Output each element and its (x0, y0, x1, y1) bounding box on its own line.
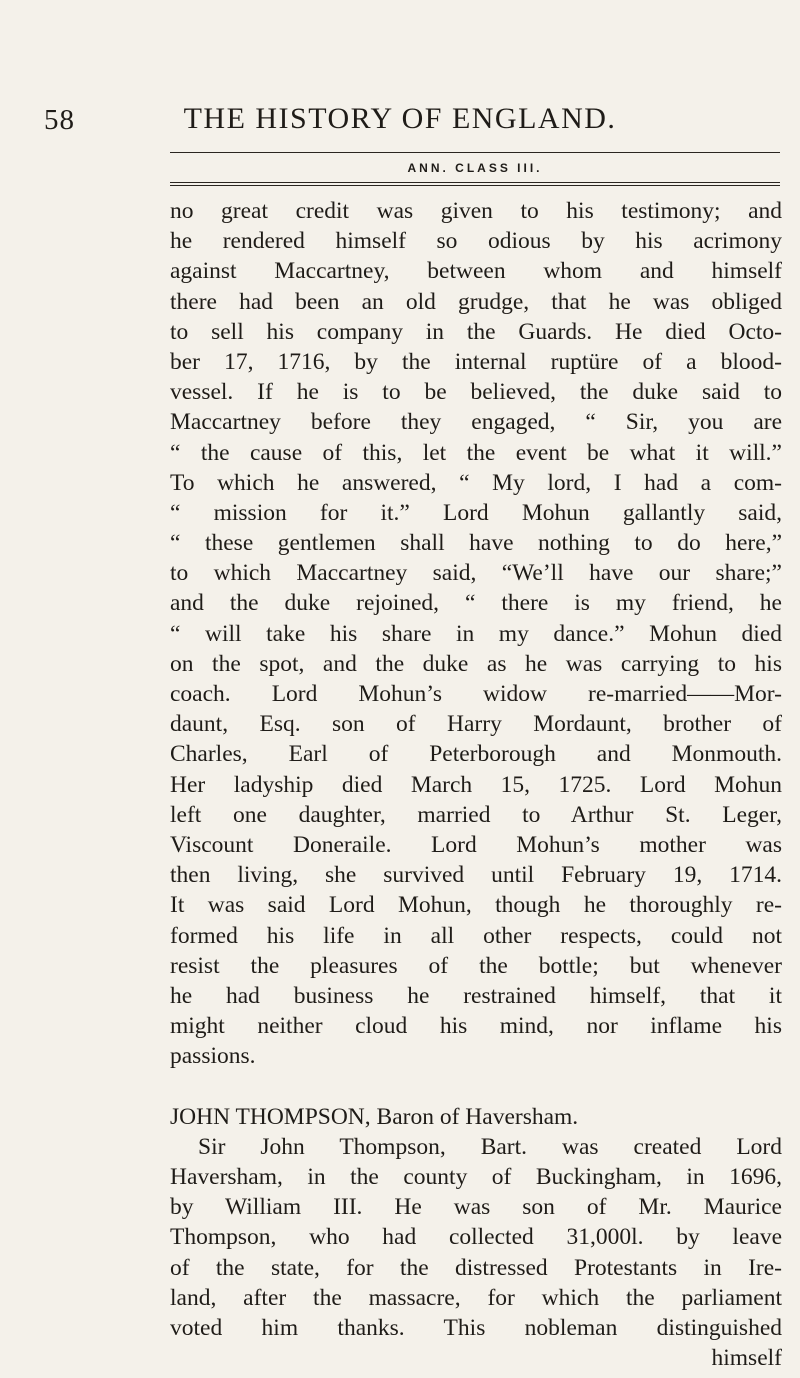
text-line: might neither cloud his mind, nor inflame his (170, 1013, 782, 1040)
text-line: to sell his company in the Guards. He died Octo- (170, 318, 782, 345)
text-line: he rendered himself so odious by his acrimony (170, 228, 782, 255)
header-rule-bottom-double (170, 185, 780, 186)
text-line: land, after the massacre, for which the parliament (170, 1284, 782, 1311)
text-line: by William III. He was son of Mr. Maurice (170, 1194, 782, 1221)
text-line: “ will take his share in my dance.” Mohun died (170, 620, 782, 647)
running-title: THE HISTORY OF ENGLAND. (183, 102, 617, 135)
text-line: passions. (170, 1043, 256, 1070)
text-line: voted him thanks. This nobleman distinguished (170, 1314, 782, 1341)
paragraph-thompson (170, 1132, 782, 1374)
text-line: and the duke rejoined, “ there is my friend, he (170, 590, 782, 617)
catchword: himself (711, 1345, 782, 1372)
text-line: to which Maccartney said, “We’ll have our share;” (170, 560, 782, 587)
page-number: 58 (44, 104, 75, 136)
header-rule-bottom (170, 182, 780, 183)
text-line: Sir John Thompson, Bart. was created Lord (198, 1133, 782, 1160)
section-label: ANN. CLASS III. (407, 161, 543, 175)
text-line: “ the cause of this, let the event be what it will.” (170, 439, 782, 466)
text-line: Viscount Doneraile. Lord Mohun’s mother was (170, 831, 782, 858)
text-line: Thompson, who had collected 31,000l. by leave (170, 1224, 782, 1251)
text-line: Haversham, in the county of Buckingham, in 1696, (170, 1164, 782, 1190)
text-line: It was said Lord Mohun, though he thoroughly re- (170, 892, 782, 919)
header-rule-top (170, 152, 780, 153)
text-line: Maccartney before they engaged, “ Sir, you are (170, 409, 782, 436)
text-line: he had business he restrained himself, that it (170, 982, 782, 1009)
text-line: coach. Lord Mohun’s widow re-married——Mor- (170, 681, 782, 707)
text-line: “ these gentlemen shall have nothing to do here,” (170, 530, 782, 557)
paragraph-mohun (170, 196, 782, 1071)
text-line: resist the pleasures of the bottle; but whenever (170, 952, 782, 979)
text-line: ber 17, 1716, by the internal ruptüre of a blood- (170, 348, 782, 375)
entry-heading: JOHN THOMPSON, Baron of Haversham. (170, 1103, 579, 1130)
text-line: then living, she survived until February 19, 1714. (170, 862, 782, 889)
text-line: there had been an old grudge, that he was obliged (170, 288, 782, 315)
text-line: left one daughter, married to Arthur St. Leger, (170, 801, 782, 828)
text-line: on the spot, and the duke as he was carrying to his (170, 650, 782, 677)
text-line: formed his life in all other respects, could not (170, 922, 782, 949)
text-line: To which he answered, “ My lord, I had a com- (170, 469, 782, 496)
text-line: Charles, Earl of Peterborough and Monmouth. (170, 741, 782, 768)
paragraph-gap (170, 1071, 782, 1101)
text-line: daunt, Esq. son of Harry Mordaunt, brother of (170, 711, 782, 738)
body-text (170, 196, 782, 1373)
text-line: against Maccartney, between whom and himself (170, 258, 782, 285)
text-line: no great credit was given to his testimony; and (170, 198, 782, 224)
text-line: vessel. If he is to be believed, the duke said to (170, 379, 782, 406)
text-line: Her ladyship died March 15, 1725. Lord Mohun (170, 771, 782, 798)
text-line: “ mission for it.” Lord Mohun gallantly said, (170, 499, 782, 526)
text-line: of the state, for the distressed Protestants in Ire- (170, 1254, 782, 1281)
